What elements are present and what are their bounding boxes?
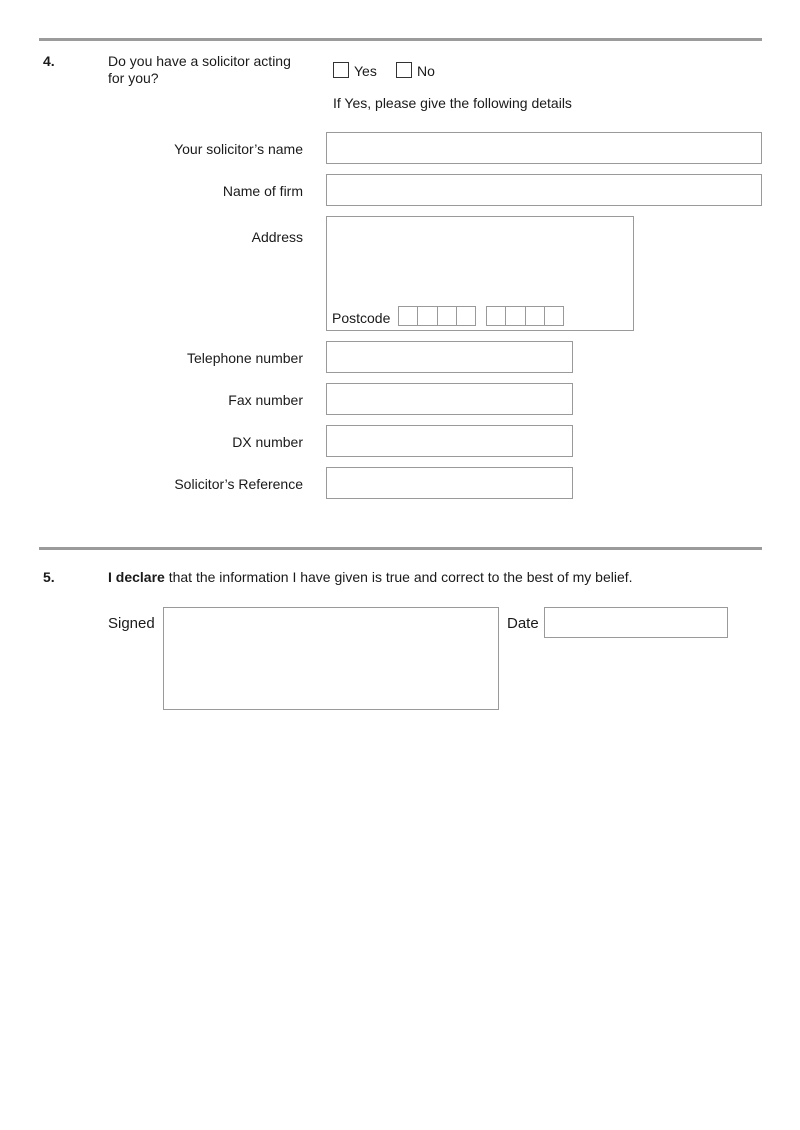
telephone-field[interactable]	[326, 341, 573, 373]
postcode-outward-field[interactable]	[398, 306, 476, 326]
yes-label: Yes	[354, 63, 377, 79]
address-label: Address	[251, 229, 303, 245]
section-divider-top	[39, 38, 762, 41]
postcode-cell[interactable]	[399, 307, 418, 325]
dx-label: DX number	[232, 434, 303, 450]
solicitor-question	[108, 53, 291, 87]
postcode-label: Postcode	[332, 310, 391, 326]
postcode-cell[interactable]	[457, 307, 475, 325]
declaration-text	[108, 569, 633, 586]
solicitor-name-field[interactable]	[326, 132, 762, 164]
no-checkbox[interactable]	[396, 62, 412, 78]
firm-name-field[interactable]	[326, 174, 762, 206]
question-number-5: 5.	[43, 569, 55, 585]
postcode-cell[interactable]	[506, 307, 525, 325]
signed-label: Signed	[108, 615, 155, 632]
solicitor-question-line2: for you?	[108, 70, 159, 86]
reference-label: Solicitor’s Reference	[174, 476, 303, 492]
declaration-bold: I declare	[108, 569, 165, 585]
reference-field[interactable]	[326, 467, 573, 499]
signature-field[interactable]	[163, 607, 499, 710]
postcode-inward-field[interactable]	[486, 306, 564, 326]
no-label: No	[417, 63, 435, 79]
declaration-rest: that the information I have given is true and correct to the best of my belief.	[164, 569, 633, 585]
postcode-cell[interactable]	[438, 307, 457, 325]
postcode-cell[interactable]	[545, 307, 563, 325]
fax-field[interactable]	[326, 383, 573, 415]
yes-checkbox[interactable]	[333, 62, 349, 78]
firm-name-label: Name of firm	[222, 183, 303, 199]
postcode-cell[interactable]	[526, 307, 545, 325]
telephone-label: Telephone number	[187, 350, 303, 366]
address-field[interactable]	[326, 216, 634, 331]
date-field[interactable]	[544, 607, 728, 638]
section-divider	[39, 547, 762, 550]
postcode-cell[interactable]	[487, 307, 506, 325]
solicitor-question-line1: Do you have a solicitor acting	[108, 53, 291, 69]
if-yes-instruction: If Yes, please give the following details	[333, 95, 572, 111]
dx-field[interactable]	[326, 425, 573, 457]
question-number-4: 4.	[43, 53, 55, 69]
solicitor-name-label: Your solicitor’s name	[174, 141, 303, 157]
postcode-cell[interactable]	[418, 307, 437, 325]
fax-label: Fax number	[228, 392, 303, 408]
date-label: Date	[507, 615, 539, 632]
